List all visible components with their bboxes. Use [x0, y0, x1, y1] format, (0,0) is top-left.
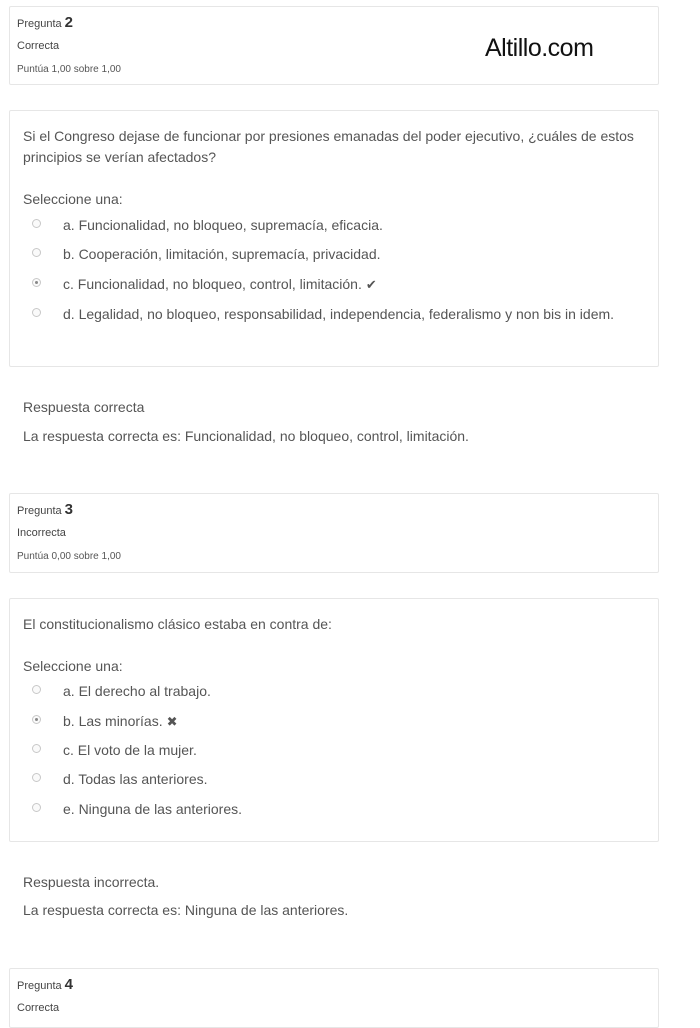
- option-label: a. Funcionalidad, no bloqueo, supremacía, eficacia.: [63, 217, 383, 233]
- radio-button-selected[interactable]: [32, 715, 41, 724]
- feedback-answer: La respuesta correcta es: Ninguna de las anteriores.: [23, 902, 349, 918]
- answer-option-e[interactable]: [32, 799, 642, 820]
- select-prompt: Seleccione una:: [23, 658, 123, 674]
- radio-button-selected[interactable]: [32, 278, 41, 287]
- cross-icon: ✖: [166, 714, 178, 729]
- question-state: Correcta: [17, 40, 60, 52]
- answer-option-b[interactable]: [32, 244, 642, 265]
- question-grade: Puntúa 0,00 sobre 1,00: [17, 551, 121, 562]
- question-text: Si el Congreso dejase de funcionar por presiones emanadas del poder ejecutivo, ¿cuáles de estos principios se verían afectados?: [23, 128, 634, 165]
- option-label: c. Funcionalidad, no bloqueo, control, limitación.: [63, 276, 362, 292]
- question-number: [17, 501, 73, 518]
- feedback-status: Respuesta incorrecta.: [23, 874, 160, 890]
- option-label: d. Legalidad, no bloqueo, responsabilidad, independencia, federalismo y non bis in idem.: [63, 306, 615, 322]
- option-label: a. El derecho al trabajo.: [63, 683, 211, 699]
- radio-button[interactable]: [32, 219, 41, 228]
- radio-button[interactable]: [32, 248, 41, 257]
- question-number: [17, 976, 73, 993]
- radio-button[interactable]: [32, 773, 41, 782]
- answer-option-b[interactable]: [32, 711, 642, 732]
- question-num: 2: [64, 14, 73, 31]
- select-prompt: Seleccione una:: [23, 191, 123, 207]
- answer-option-a[interactable]: [32, 215, 642, 236]
- answer-option-c[interactable]: [32, 740, 642, 761]
- question-num: 3: [64, 501, 73, 518]
- question-4-info: [9, 968, 659, 1028]
- question-label: Pregunta: [17, 505, 62, 517]
- question-2-content: [9, 110, 659, 367]
- option-label: e. Ninguna de las anteriores.: [63, 801, 242, 817]
- radio-button[interactable]: [32, 308, 41, 317]
- watermark: Altillo.com: [485, 34, 594, 62]
- question-state: Correcta: [17, 1002, 60, 1014]
- option-label: d. Todas las anteriores.: [63, 771, 208, 787]
- question-num: 4: [64, 976, 73, 993]
- feedback-status: Respuesta correcta: [23, 399, 145, 415]
- option-label: c. El voto de la mujer.: [63, 742, 197, 758]
- answer-option-c[interactable]: [32, 274, 642, 295]
- question-3-info: [9, 493, 659, 573]
- answer-option-a[interactable]: [32, 681, 642, 702]
- answer-option-d[interactable]: [32, 304, 642, 325]
- radio-button[interactable]: [32, 685, 41, 694]
- option-label: b. Las minorías.: [63, 713, 163, 729]
- radio-button[interactable]: [32, 744, 41, 753]
- check-icon: ✔: [365, 277, 377, 292]
- question-state: Incorrecta: [17, 527, 66, 539]
- question-number: [17, 14, 73, 31]
- question-label: Pregunta: [17, 980, 62, 992]
- question-label: Pregunta: [17, 18, 62, 30]
- feedback-answer: La respuesta correcta es: Funcionalidad, no bloqueo, control, limitación.: [23, 428, 469, 444]
- answer-option-d[interactable]: [32, 769, 642, 790]
- question-grade: Puntúa 1,00 sobre 1,00: [17, 64, 121, 75]
- question-3-content: [9, 598, 659, 842]
- question-text: El constitucionalismo clásico estaba en contra de:: [23, 616, 332, 632]
- option-label: b. Cooperación, limitación, supremacía, privacidad.: [63, 246, 381, 262]
- radio-button[interactable]: [32, 803, 41, 812]
